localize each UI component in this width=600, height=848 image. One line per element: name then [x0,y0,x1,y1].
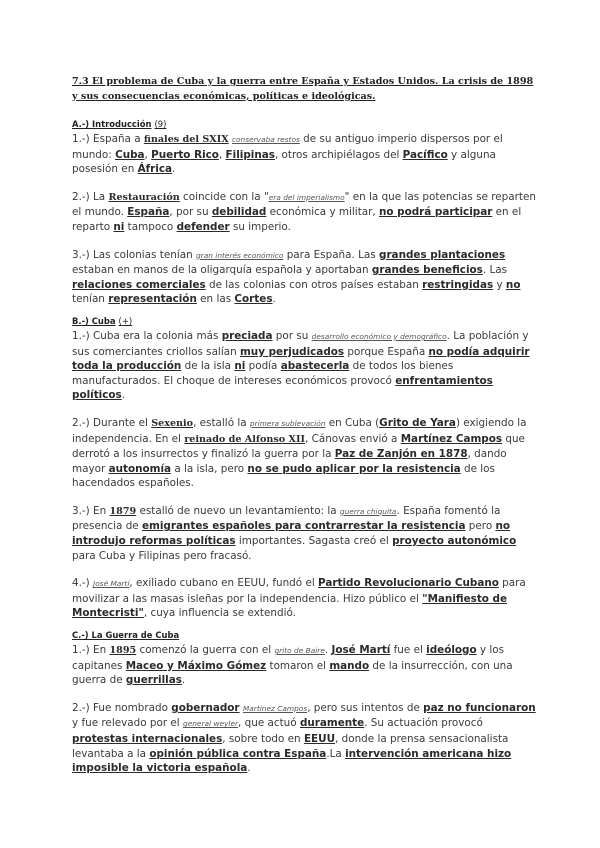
emphasis-underlined: Grito de Yara [379,416,456,429]
emphasis-underlined: no [505,278,521,291]
emphasis-underlined: enfrentamientos políticos [72,374,493,402]
emphasis-handwritten: Martínez Campos [242,703,308,713]
emphasis-underlined: no se pudo aplicar por la resistencia [247,462,461,475]
emphasis-handwritten: primera sublevación [249,418,326,428]
paragraph: 2.-) La Restauración coincide con la "era del imperialismo" en la que las potencias se reparten el mundo. España, por su debilidad económica y militar, no podrá participar en el reparto ni tampoco defender su imperio. [72,190,536,233]
emphasis-handwritten: era del imperialismo [268,192,345,202]
emphasis-underlined: guerrillas [125,674,182,687]
emphasis-handwritten: guerra chiquita [339,506,397,516]
emphasis-underlined: José Martí [331,644,391,657]
emphasis-handwritten: general weyler [183,719,239,729]
emphasis-underlined: Maceo y Máximo Gómez [125,659,267,672]
paragraph: 1.-) Cuba era la colonia más preciada por su desarrollo económico y demográfico. La población y sus comerciantes criollos salían muy perjudicados porque España no podía adquirir toda la producción de la isla ni podía abastecerla de todos los bienes manufacturados. El choque de intereses económicos provocó enfrentamientos políticos. [72,329,530,402]
paragraph: 3.-) En 1879 estalló de nuevo un levantamiento: la guerra chiquita. España fomentó la presencia de emigrantes españoles para contrarrestar la resistencia pero no introdujo reformas políticas importantes. Sagasta creó el proyecto autonómico para Cuba y Filipinas pero fracasó. [72,504,517,562]
emphasis-underlined: Cuba [115,148,145,161]
emphasis-underlined: no podía adquirir toda la producción [72,345,530,373]
emphasis-underlined: España [127,206,170,219]
emphasis-serif: finales del SXIX [143,134,229,145]
emphasis-underlined: Paz de Zanjón en 1878 [334,448,468,461]
emphasis-underlined: ni [113,220,125,233]
emphasis-underlined: autonomía [108,462,172,475]
emphasis-underlined: preciada [221,329,273,342]
emphasis-underlined: defender [176,220,230,233]
section-heading-introduccion: A.-) Introducción (9) [72,119,167,129]
emphasis-underlined: paz no funcionaron [423,701,536,714]
emphasis-underlined: relaciones comerciales [72,278,206,291]
emphasis-underlined: duramente [299,717,365,730]
emphasis-underlined: grandes beneficios [371,264,483,277]
emphasis-underlined: muy perjudicados [239,345,345,358]
emphasis-underlined: Martínez Campos [400,432,503,445]
emphasis-underlined: "Manifiesto de Montecristi" [72,592,508,620]
emphasis-underlined: Cortes [234,293,273,306]
emphasis-underlined: emigrantes españoles para contrarrestar la resistencia [141,520,466,533]
emphasis-underlined: abastecerla [280,360,350,373]
emphasis-underlined: gobernador [171,701,240,714]
emphasis-underlined: grandes plantaciones [379,248,506,261]
emphasis-underlined: mando [329,659,370,672]
emphasis-handwritten: gran interés económico [195,250,284,260]
paragraph: 3.-) Las colonias tenían gran interés económico para España. Las grandes plantaciones estaban en manos de la oligarquía española y aportaban grandes beneficios. Las relaciones comerciales de las colonias con otros países estaban restringidas y no tenían representación en las Cortes. [72,248,521,306]
emphasis-underlined: no podrá participar [379,206,493,219]
emphasis-underlined: ni [234,360,246,373]
emphasis-underlined: no introdujo reformas políticas [72,520,511,548]
emphasis-serif: Restauración [108,191,180,203]
emphasis-underlined: restringidas [422,278,494,291]
emphasis-underlined: Filipinas [225,148,275,161]
paragraph: 2.-) Durante el Sexenio, estalló la primera sublevación en Cuba (Grito de Yara) exigiendo la independencia. En el reinado de Alfonso XII, Cánovas envió a Martínez Campos que derrotó a los insurrectos y finalizó la guerra por la Paz de Zanjón en 1878, dando mayor autonomía a la isla, pero no se pudo aplicar por la resistencia de los hacendados españoles. [72,416,527,490]
emphasis-underlined: opinión pública contra España [149,747,327,760]
document-title: 7.3 El problema de Cuba y la guerra entre España y Estados Unidos. La crisis de 1898 y sus consecuencias económicas, políticas e ideológicas. [72,76,534,102]
paragraph: 4.-) José Martí, exiliado cubano en EEUU, fundó el Partido Revolucionario Cubano para movilizar a las masas isleñas por la independencia. Hizo público el "Manifiesto de Montecristi", cuya influencia se extendió. [72,577,526,620]
emphasis-serif: reinado de Alfonso XII [184,433,305,445]
emphasis-underlined: Puerto Rico [151,148,219,161]
emphasis-handwritten: desarrollo económico y demográfico [311,331,447,341]
emphasis-underlined: África [137,163,173,176]
emphasis-serif: Sexenio [151,417,194,429]
section-heading-guerra-de-cuba: C.-) La Guerra de Cuba [72,630,180,641]
section-heading-cuba: B.-) Cuba (+) [72,315,133,326]
paragraph: 2.-) Fue nombrado gobernador Martínez Campos, pero sus intentos de paz no funcionaron y fue relevado por el general weyler, que actuó duramente. Su actuación provocó protestas internacionales, sobre todo en EEUU, donde la prensa sensacionalista levantaba a la opinión pública contra España.La intervención americana hizo imposible la victoria española. [72,701,536,775]
emphasis-handwritten: grito de Baire [274,646,325,656]
emphasis-underlined: debilidad [211,206,267,219]
emphasis-underlined: intervención americana hizo imposible la victoria española [72,747,512,775]
emphasis-handwritten: José Martí [93,579,130,589]
paragraph: 1.-) España a finales del SXIX conservaba restos de su antiguo imperio dispersos por el mundo: Cuba, Puerto Rico, Filipinas, otros archipiélagos del Pacífico y alguna posesión en África. [72,133,503,176]
emphasis-handwritten: conservaba restos [231,135,300,144]
emphasis-underlined: proyecto autonómico [392,535,517,548]
emphasis-underlined: representación [108,293,197,306]
emphasis-underlined: protestas internacionales [72,733,223,745]
emphasis-underlined: Partido Revolucionario Cubano [318,577,499,590]
emphasis-serif: 1879 [109,505,137,517]
emphasis-underlined: ideólogo [426,644,477,657]
emphasis-serif: 1895 [109,645,137,657]
paragraph: 1.-) En 1895 comenzó la guerra con el grito de Baire. José Martí fue el ideólogo y los capitanes Maceo y Máximo Gómez tomaron el mando de la insurrección, con una guerra de guerrillas. [72,644,513,687]
emphasis-underlined: Pacífico [402,148,448,161]
emphasis-underlined: EEUU [303,733,336,745]
